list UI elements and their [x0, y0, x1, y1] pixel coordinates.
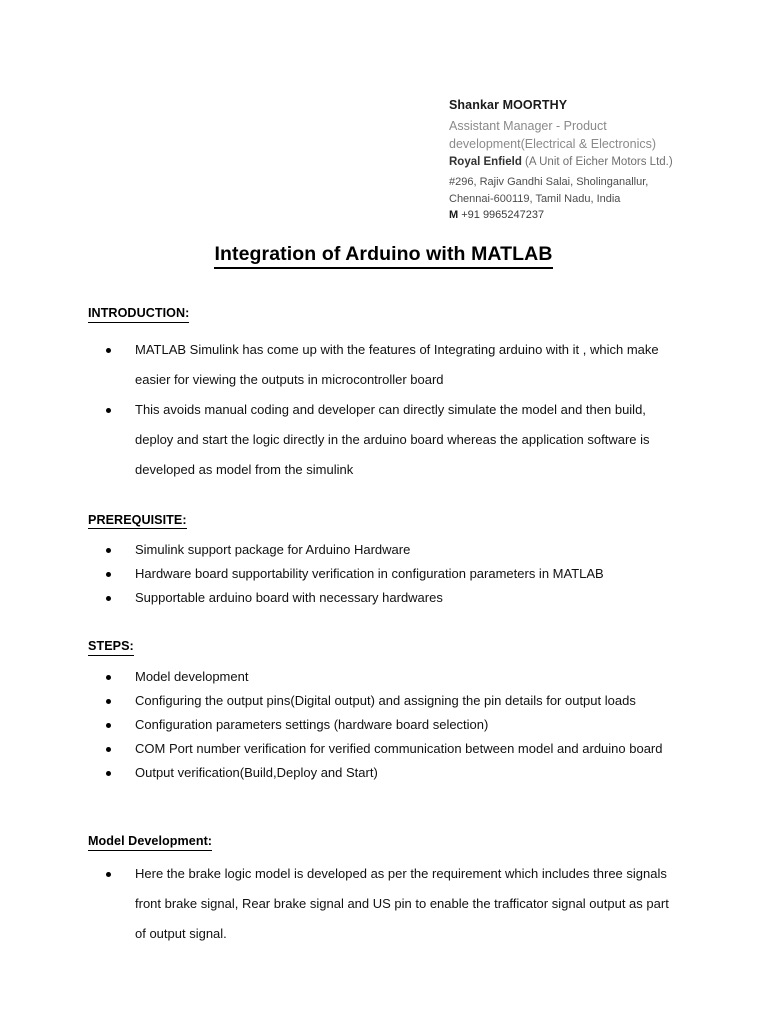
section-model-development [88, 832, 673, 949]
section-heading-prerequisite: PREREQUISITE: [88, 513, 187, 530]
company-name: Royal Enfield [449, 156, 522, 169]
author-job-title: Assistant Manager - Product development(Electrical & Electronics) [449, 118, 657, 151]
prerequisite-bullet-list [88, 538, 673, 610]
list-item: This avoids manual coding and developer can directly simulate the model and then build, deploy and start the logic directly in the arduino board whereas the application software is developed as model from the simulink [88, 395, 673, 485]
list-item: Hardware board supportability verification in configuration parameters in MATLAB [88, 562, 673, 586]
company-subsidiary-note: (A Unit of Eicher Motors Ltd.) [521, 156, 673, 169]
address-block [449, 174, 689, 207]
list-item: Here the brake logic model is developed as per the requirement which includes three signals front brake signal, Rear brake signal and US pin to enable the trafficator signal output as part of output signal. [88, 859, 673, 949]
list-item: Output verification(Build,Deploy and Start) [88, 761, 673, 785]
author-name: Shankar MOORTHY [449, 98, 568, 112]
section-prerequisite [88, 511, 673, 611]
list-item: COM Port number verification for verified communication between model and arduino board [88, 737, 673, 761]
list-item: Simulink support package for Arduino Hardware [88, 538, 673, 562]
page-title [88, 243, 673, 266]
list-item: MATLAB Simulink has come up with the features of Integrating arduino with it , which make easier for viewing the outputs in microcontroller board [88, 335, 673, 395]
address-line-1: #296, Rajiv Gandhi Salai, Sholinganallur, [449, 175, 649, 188]
section-heading-introduction: INTRODUCTION: [88, 306, 189, 323]
address-line-2: Chennai-600119, Tamil Nadu, India [449, 192, 621, 205]
letterhead-block [449, 96, 689, 224]
section-introduction [88, 304, 673, 485]
phone-line [449, 207, 689, 224]
list-item: Supportable arduino board with necessary hardwares [88, 586, 673, 610]
steps-bullet-list [88, 665, 673, 785]
introduction-bullet-list [88, 335, 673, 485]
section-steps [88, 637, 673, 785]
document-body [88, 243, 673, 949]
section-heading-steps: STEPS: [88, 639, 134, 656]
section-heading-model-development: Model Development: [88, 834, 212, 851]
list-item: Configuration parameters settings (hardware board selection) [88, 713, 673, 737]
phone-label: M [449, 209, 459, 222]
list-item: Model development [88, 665, 673, 689]
model-development-bullet-list [88, 859, 673, 949]
company-line [449, 154, 689, 171]
phone-number: +91 9965247237 [458, 209, 545, 222]
list-item: Configuring the output pins(Digital output) and assigning the pin details for output loads [88, 689, 673, 713]
page-title-text: Integration of Arduino with MATLAB [214, 243, 552, 269]
